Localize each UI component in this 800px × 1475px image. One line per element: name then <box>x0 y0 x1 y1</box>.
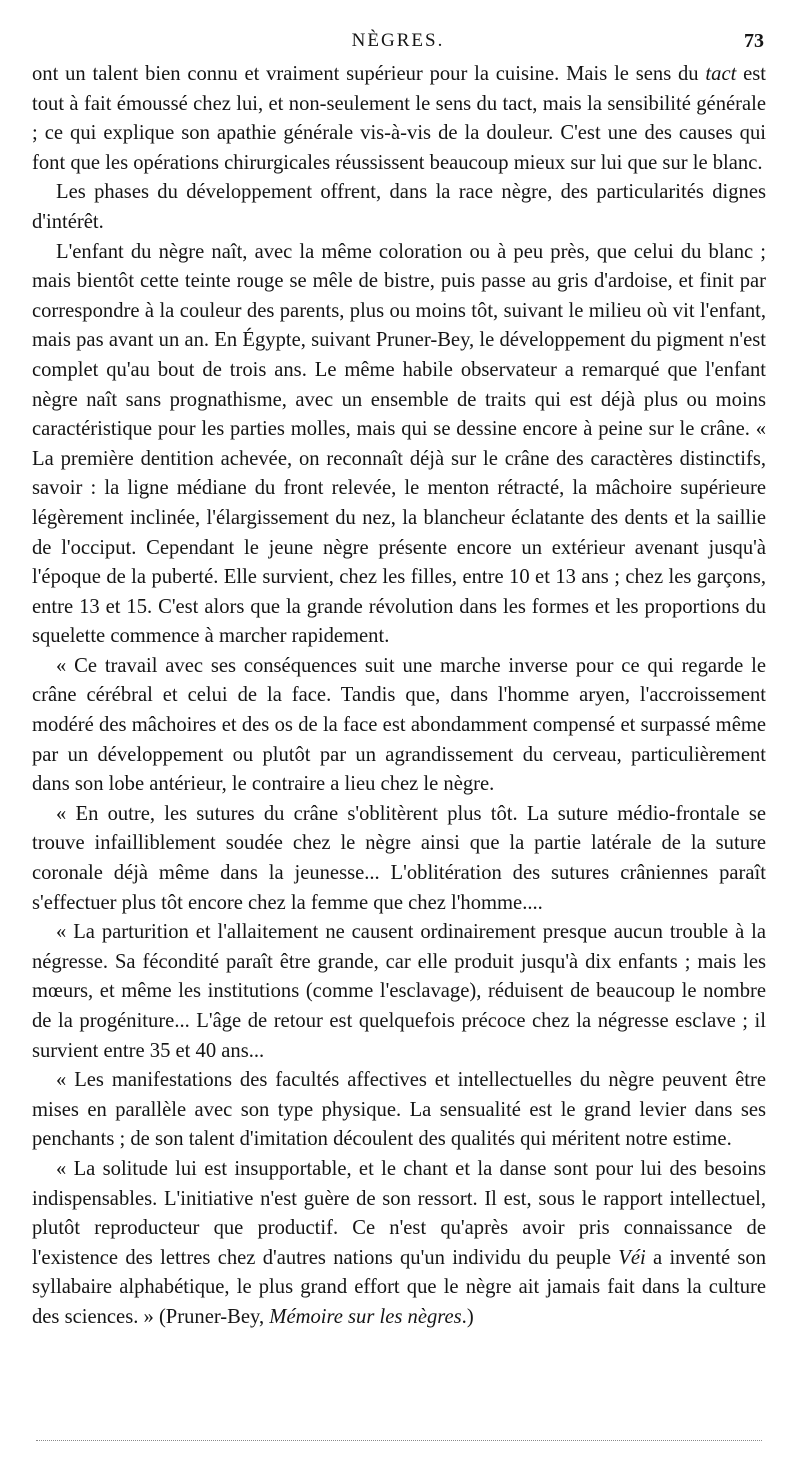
text-segment: ont un talent bien connu et vraiment supérieur pour la cuisine. Mais le sens du <box>32 63 706 85</box>
text-segment: L'enfant du nègre naît, avec la même coloration ou à peu près, que celui du blanc ; mais bientôt cette teinte rouge se mêle de bistre, puis passe au gris d'ardoise, et finit par correspondre à la couleur des parents, plus ou moins tôt, suivant le milieu où vit l'enfant, mais pas avant un an. En Égypte, suivant Pruner-Bey, le développement du pigment n'est complet qu'au bout de trois ans. Le même habile observateur a remarqué que l'enfant nègre naît sans prognathisme, avec un ensemble de traits qui est déjà plus ou moins caractéristique pour les parties molles, mais qui se dessine encore à peine sur le crâne. « La première dentition achevée, on reconnaît déjà sur le crâne des caractères distinctifs, savoir : la ligne médiane du front relevée, le menton rétracté, la mâchoire supérieure légèrement inclinée, l'élargissement du nez, la blancheur éclatante des dents et la saillie de l'occiput. Cependant le jeune nègre présente encore un extérieur avenant jusqu'à l'époque de la puberté. Elle survient, chez les filles, entre 10 et 13 ans ; chez les garçons, entre 13 et 15. C'est alors que la grande révolution dans les formes et les proportions du squelette commence à marcher rapidement. <box>32 240 766 648</box>
paragraph <box>32 238 766 652</box>
italic-citation: Mémoire sur les nègres <box>269 1305 462 1328</box>
footer-rule <box>36 1440 762 1441</box>
text-segment: a inventé son syllabaire alphabétique, le plus grand effort que le nègre ait jamais fait dans la culture des sciences. » (Pruner-Bey, <box>32 1246 766 1328</box>
quoted-paragraph <box>32 1155 766 1333</box>
italic-term: Véi <box>618 1246 646 1269</box>
text-segment: « En outre, les sutures du crâne s'oblitèrent plus tôt. La suture médio-frontale se trouve infailliblement soudée chez le nègre ainsi que la partie latérale de la suture coronale déjà même dans la jeunesse... L'oblitération des sutures crâniennes paraît s'effectuer plus tôt encore chez la femme que chez l'homme.... <box>32 802 766 914</box>
quoted-paragraph <box>32 918 766 1066</box>
text-segment: est tout à fait émoussé chez lui, et non-seulement le sens du tact, mais la sensibilité générale ; ce qui explique son apathie générale vis-à-vis de la douleur. C'est une des causes qui font que les opérations chirurgicales réussissent beaucoup mieux sur lui que sur le blanc. <box>32 63 766 174</box>
page-number: 73 <box>744 30 764 52</box>
quoted-paragraph <box>32 800 766 918</box>
italic-term: tact <box>705 63 737 85</box>
quoted-paragraph <box>32 1066 766 1155</box>
running-head <box>32 30 764 56</box>
paragraph <box>32 178 766 237</box>
quoted-paragraph <box>32 652 766 800</box>
body-text <box>32 60 766 1333</box>
text-segment: « La solitude lui est insupportable, et le chant et la danse sont pour lui des besoins indispensables. L'initiative n'est guère de son ressort. Il est, sous le rapport intellectuel, plutôt reproducteur que productif. Ce n'est qu'après avoir pris connaissance de l'existence des lettres chez d'autres nations qu'un individu du peuple <box>32 1157 766 1269</box>
paragraph <box>32 60 766 178</box>
text-segment: « Ce travail avec ses conséquences suit une marche inverse pour ce qui regarde le crâne cérébral et celui de la face. Tandis que, dans l'homme aryen, l'accroissement modéré des mâchoires et des os de la face est abondamment compensé et surpassé même par un développement ou plutôt par un agrandissement du cerveau, particulièrement dans son lobe antérieur, le contraire a lieu chez le nègre. <box>32 654 766 796</box>
text-segment: Les phases du développement offrent, dans la race nègre, des particularités dignes d'intérêt. <box>32 181 766 233</box>
text-segment: .) <box>461 1305 474 1328</box>
running-title: NÈGRES. <box>351 30 445 51</box>
text-segment: « Les manifestations des facultés affectives et intellectuelles du nègre peuvent être mises en parallèle avec son type physique. La sensualité est le grand levier dans ses penchants ; de son talent d'imitation découlent des qualités qui méritent notre estime. <box>32 1069 766 1151</box>
text-segment: « La parturition et l'allaitement ne causent ordinairement presque aucun trouble à la négresse. Sa fécondité paraît être grande, car elle produit jusqu'à dix enfants ; mais les mœurs, et même les institutions (comme l'esclavage), réduisent de beaucoup le nombre de la progéniture... L'âge de retour est quelquefois précoce chez la négresse esclave ; il survient entre 35 et 40 ans... <box>32 921 766 1062</box>
